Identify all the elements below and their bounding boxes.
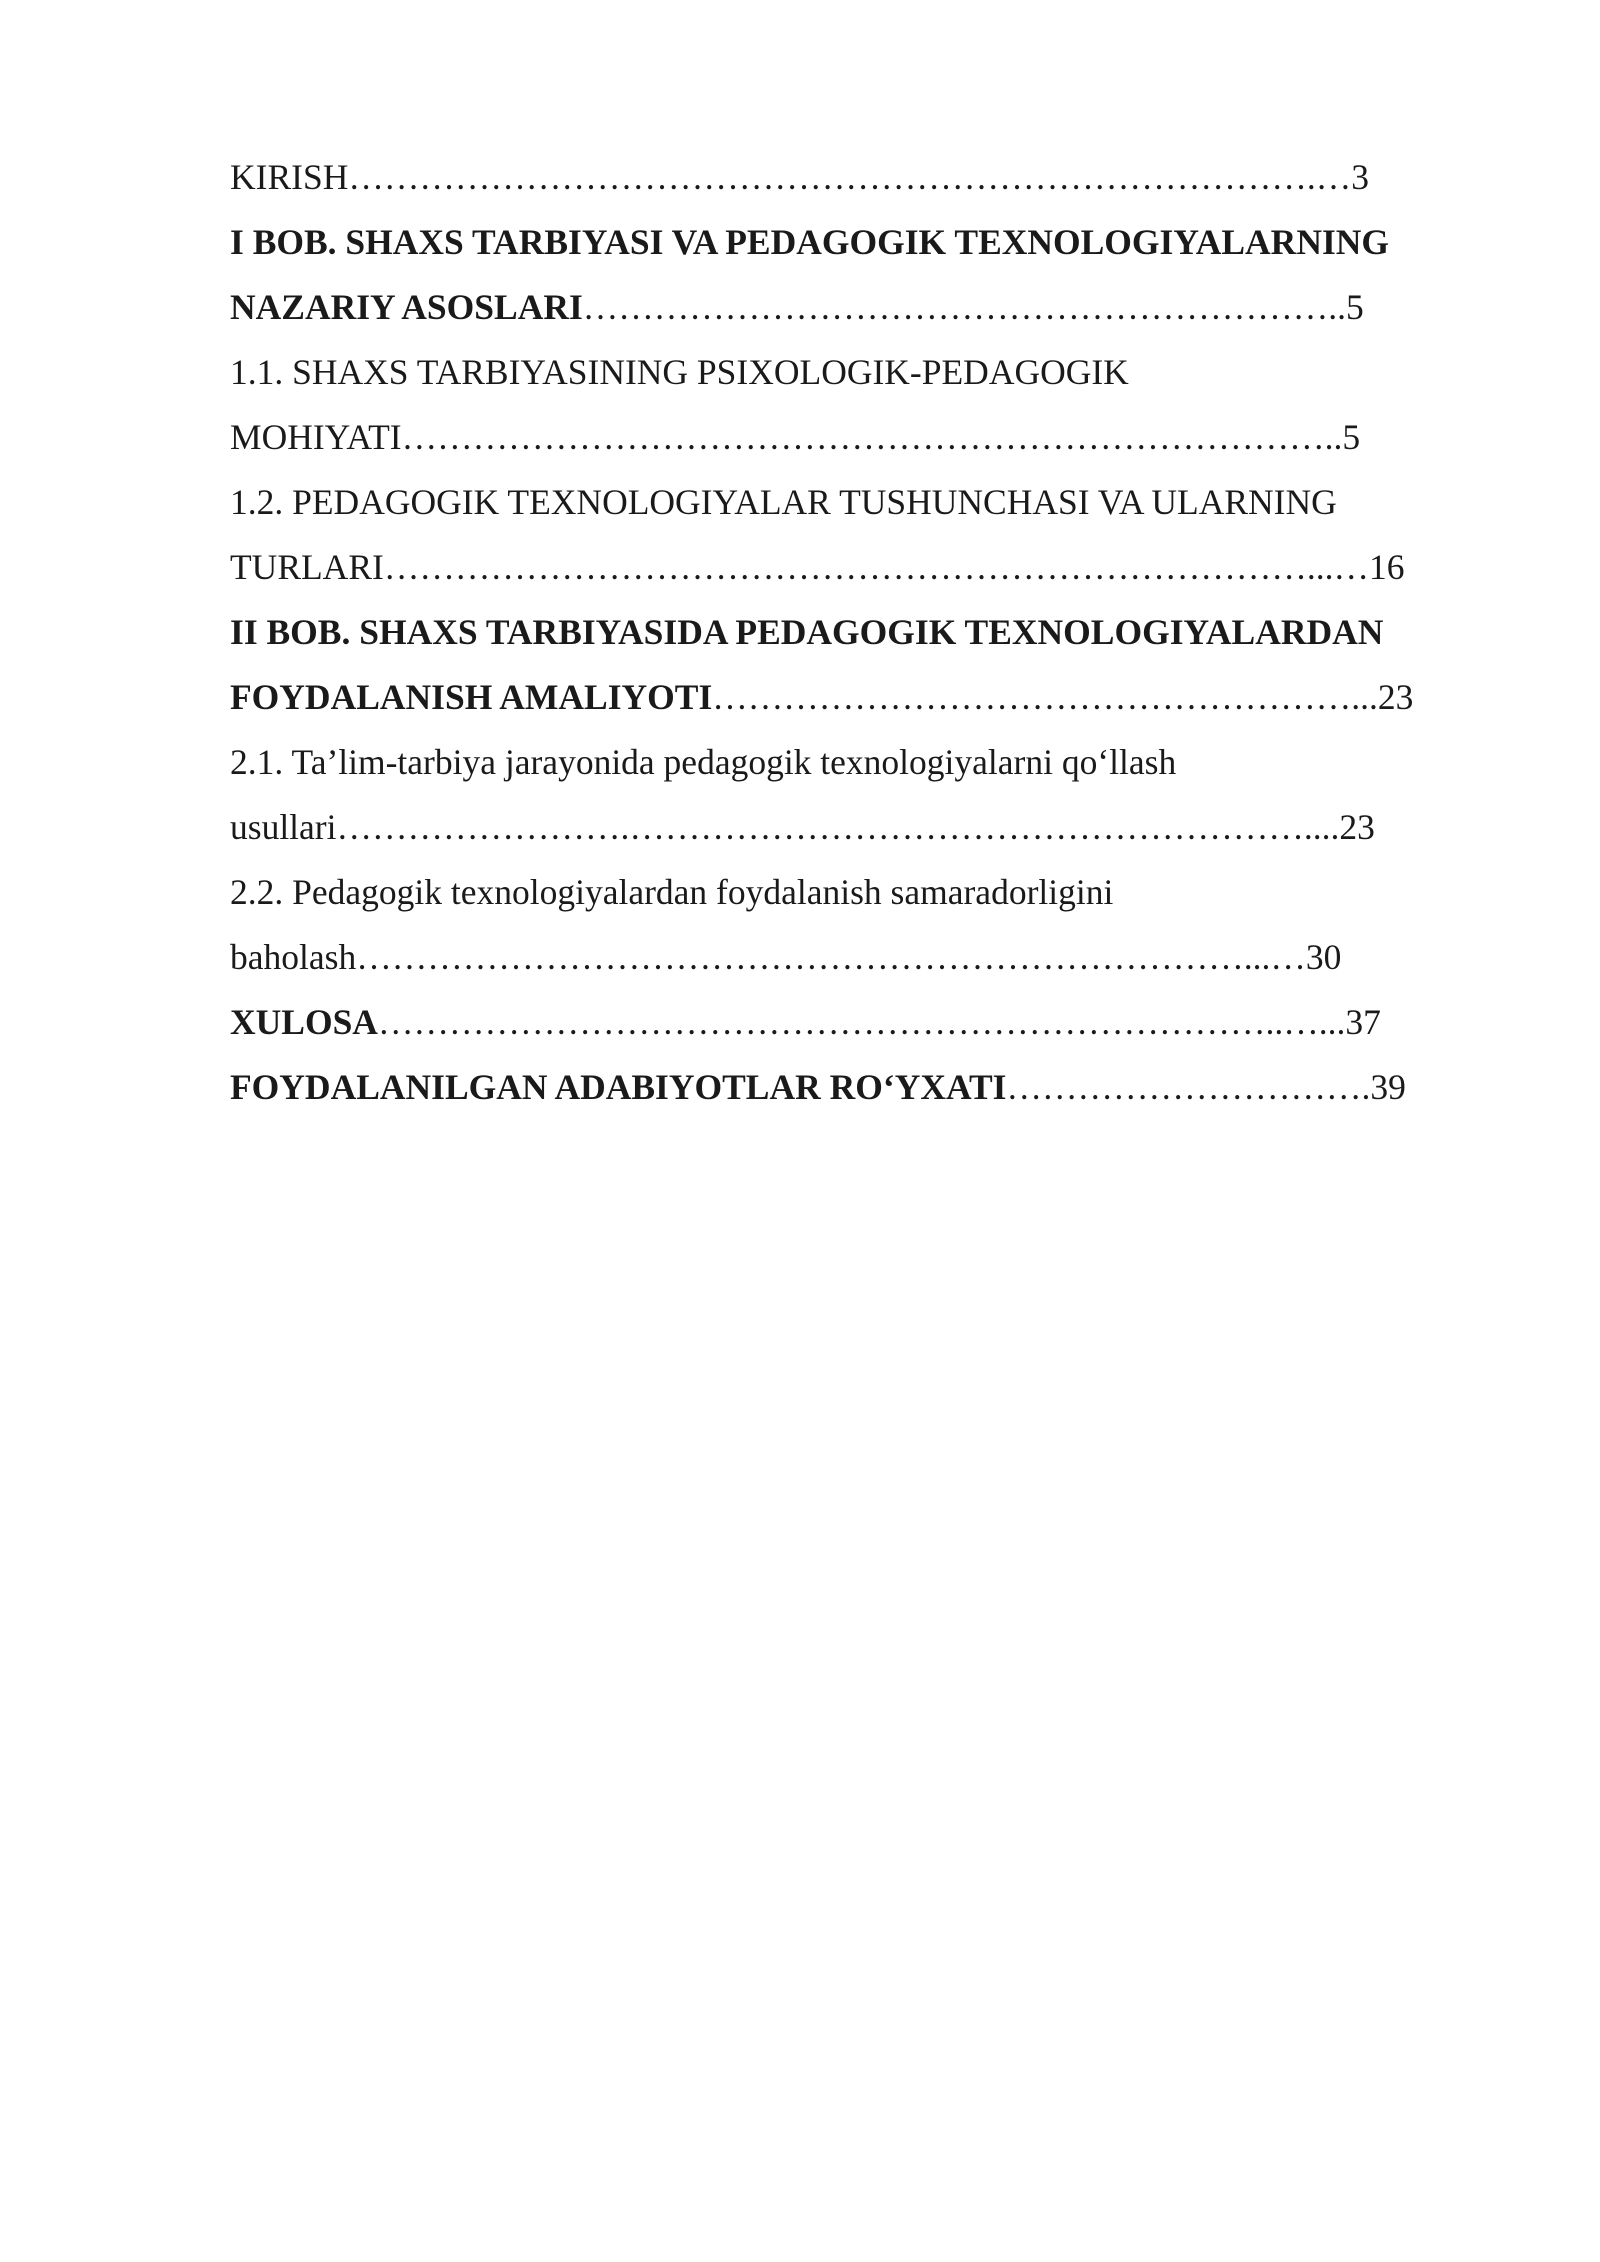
toc-entry-title: FOYDALANISH AMALIYOTI — [230, 677, 713, 717]
toc-dot-leader: …………………………………………………………………..….. — [377, 1002, 1337, 1042]
toc-page-number: 5 — [1346, 287, 1364, 327]
toc-entry-title: 1.2. PEDAGOGIK TEXNOLOGIYALAR TUSHUNCHASI VA ULARNING — [230, 482, 1337, 522]
toc-entry-kirish — [230, 145, 1490, 210]
toc-entry-title: usullari — [230, 807, 337, 847]
toc-entry-title: I BOB. SHAXS TARBIYASI VA PEDAGOGIK TEXNOLOGIYALARNING — [230, 222, 1390, 262]
toc-dot-leader: …………………………………………………………………….. — [401, 417, 1343, 457]
toc-entry-title: NAZARIY ASOSLARI — [230, 287, 583, 327]
toc-dot-leader: …………………….………………………………………………….. — [336, 807, 1322, 847]
toc-entry-title: KIRISH — [230, 157, 349, 197]
toc-page-number: ..23 — [1321, 807, 1375, 847]
toc-entry-section-1-2-cont — [230, 535, 1490, 600]
toc-entry-section-1-1 — [230, 340, 1490, 405]
toc-entry-section-1-2 — [230, 470, 1490, 535]
toc-dot-leader: ……………………………………………………….. — [582, 287, 1347, 327]
toc-dot-leader: ……………………………………………………………………….… — [348, 157, 1352, 197]
toc-entry-title: 2.2. Pedagogik texnologiyalardan foydalanish samaradorligini — [230, 872, 1114, 912]
toc-entry-section-2-2-cont — [230, 925, 1490, 990]
toc-page-number: 3 — [1351, 157, 1369, 197]
toc-entry-title: FOYDALANILGAN ADABIYOTLAR RO‘YXATI — [230, 1067, 1007, 1107]
toc-page-number: 16 — [1368, 547, 1405, 587]
toc-dot-leader: …………………………. — [1006, 1067, 1371, 1107]
toc-entry-title: 2.1. Ta’lim-tarbiya jarayonida pedagogik texnologiyalarni qo‘llash — [230, 742, 1177, 782]
toc-entry-chapter-1-title — [230, 210, 1490, 275]
toc-entry-section-1-1-cont — [230, 405, 1490, 470]
toc-entry-xulosa — [230, 990, 1490, 1055]
toc-entry-title: baholash — [230, 937, 357, 977]
toc-entry-references — [230, 1055, 1490, 1120]
toc-entry-title: XULOSA — [230, 1002, 378, 1042]
toc-page-number: 5 — [1342, 417, 1361, 457]
toc-entry-chapter-2-title-cont — [230, 665, 1490, 730]
toc-entry-section-2-1-cont — [230, 795, 1490, 860]
toc-entry-title: TURLARI — [230, 547, 384, 587]
table-of-contents — [230, 145, 1490, 1120]
toc-page-number: 30 — [1305, 937, 1342, 977]
toc-entry-section-2-1 — [230, 730, 1490, 795]
toc-entry-section-2-2 — [230, 860, 1490, 925]
toc-dot-leader: …………………………………………………………………...… — [356, 937, 1306, 977]
toc-dot-leader: ……………………………………………………………………...… — [383, 547, 1369, 587]
toc-dot-leader: ………………………………………………. — [712, 677, 1361, 717]
toc-entry-title: II BOB. SHAXS TARBIYASIDA PEDAGOGIK TEXNOLOGIYALARDAN — [230, 612, 1384, 652]
toc-page-number: ..23 — [1360, 677, 1414, 717]
toc-entry-title: 1.1. SHAXS TARBIYASINING PSIXOLOGIK-PEDAGOGIK — [230, 352, 1129, 392]
toc-entry-chapter-2-title — [230, 600, 1490, 665]
toc-page-number: 39 — [1370, 1067, 1406, 1107]
toc-entry-title: MOHIYATI — [230, 417, 402, 457]
toc-entry-chapter-1-title-cont — [230, 275, 1490, 340]
toc-page-number: .37 — [1336, 1002, 1381, 1042]
